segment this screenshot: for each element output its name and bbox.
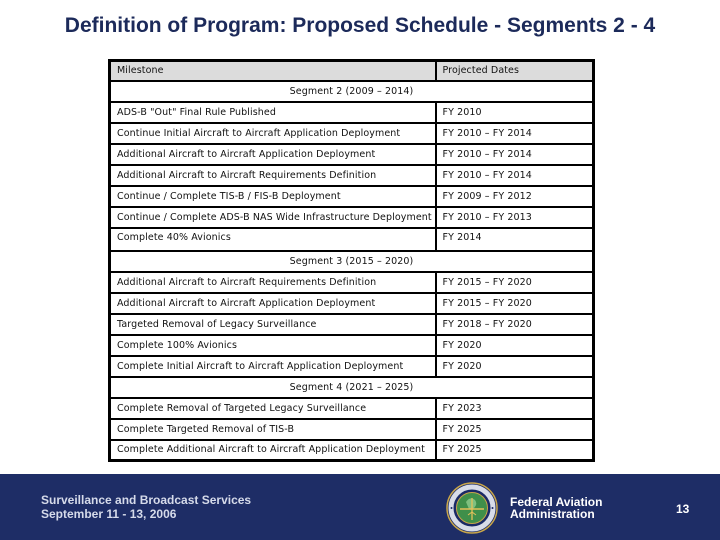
- schedule-table: [108, 59, 595, 462]
- dates-cell: FY 2020: [436, 335, 594, 356]
- dates-cell: FY 2018 – FY 2020: [436, 314, 594, 335]
- segment-row: [110, 81, 594, 102]
- dates-cell: FY 2010 – FY 2014: [436, 144, 594, 165]
- segment-row: [110, 377, 594, 398]
- footer-bar: [0, 474, 720, 540]
- dates-cell: FY 2010: [436, 102, 594, 123]
- table-row: [110, 186, 594, 207]
- agency-name: [510, 496, 602, 520]
- dates-cell: FY 2025: [436, 419, 594, 440]
- dates-cell: FY 2025: [436, 440, 594, 461]
- table-row: [110, 314, 594, 335]
- milestone-cell: Complete 40% Avionics: [110, 228, 436, 251]
- milestone-cell: Continue / Complete TIS-B / FIS-B Deployment: [110, 186, 436, 207]
- event-dates: September 11 - 13, 2006: [41, 507, 177, 521]
- segment-label: Segment 3 (2015 – 2020): [110, 251, 594, 272]
- milestone-cell: Additional Aircraft to Aircraft Requirements Definition: [110, 272, 436, 293]
- table-row: [110, 207, 594, 228]
- header-projected-dates: Projected Dates: [436, 61, 594, 81]
- milestone-cell: Continue Initial Aircraft to Aircraft Application Deployment: [110, 123, 436, 144]
- event-info: [41, 493, 251, 521]
- table-row: [110, 440, 594, 461]
- milestone-cell: Complete Targeted Removal of TIS-B: [110, 419, 436, 440]
- milestone-cell: Complete Initial Aircraft to Aircraft Application Deployment: [110, 356, 436, 377]
- segment-label: Segment 4 (2021 – 2025): [110, 377, 594, 398]
- milestone-cell: Complete 100% Avionics: [110, 335, 436, 356]
- table-row: [110, 123, 594, 144]
- dates-cell: FY 2010 – FY 2014: [436, 123, 594, 144]
- table-row: [110, 102, 594, 123]
- milestone-cell: Additional Aircraft to Aircraft Requirements Definition: [110, 165, 436, 186]
- milestone-cell: Complete Additional Aircraft to Aircraft Application Deployment: [110, 440, 436, 461]
- milestone-cell: Additional Aircraft to Aircraft Application Deployment: [110, 293, 436, 314]
- dates-cell: FY 2009 – FY 2012: [436, 186, 594, 207]
- faa-seal-icon: [446, 482, 498, 534]
- table-row: [110, 144, 594, 165]
- slide-title: Definition of Program: Proposed Schedule - Segments 2 - 4: [64, 14, 656, 37]
- milestone-cell: ADS-B "Out" Final Rule Published: [110, 102, 436, 123]
- header-milestone: Milestone: [110, 61, 436, 81]
- dates-cell: FY 2023: [436, 398, 594, 419]
- dates-cell: FY 2014: [436, 228, 594, 251]
- segment-label: Segment 2 (2009 – 2014): [110, 81, 594, 102]
- table-row: [110, 228, 594, 251]
- dates-cell: FY 2010 – FY 2014: [436, 165, 594, 186]
- table-row: [110, 419, 594, 440]
- dates-cell: FY 2015 – FY 2020: [436, 293, 594, 314]
- page-number: 13: [676, 502, 690, 516]
- dates-cell: FY 2015 – FY 2020: [436, 272, 594, 293]
- segment-row: [110, 251, 594, 272]
- dates-cell: FY 2010 – FY 2013: [436, 207, 594, 228]
- dates-cell: FY 2020: [436, 356, 594, 377]
- table-header-row: [110, 61, 594, 81]
- table-row: [110, 293, 594, 314]
- agency-line-1: Federal Aviation: [510, 495, 603, 509]
- table-row: [110, 356, 594, 377]
- event-title: Surveillance and Broadcast Services: [41, 493, 252, 507]
- table-row: [110, 165, 594, 186]
- table-row: [110, 272, 594, 293]
- table-row: [110, 335, 594, 356]
- table-row: [110, 398, 594, 419]
- milestone-cell: Additional Aircraft to Aircraft Application Deployment: [110, 144, 436, 165]
- milestone-cell: Continue / Complete ADS-B NAS Wide Infrastructure Deployment: [110, 207, 436, 228]
- agency-line-2: Administration: [510, 507, 595, 521]
- milestone-cell: Complete Removal of Targeted Legacy Surveillance: [110, 398, 436, 419]
- milestone-cell: Targeted Removal of Legacy Surveillance: [110, 314, 436, 335]
